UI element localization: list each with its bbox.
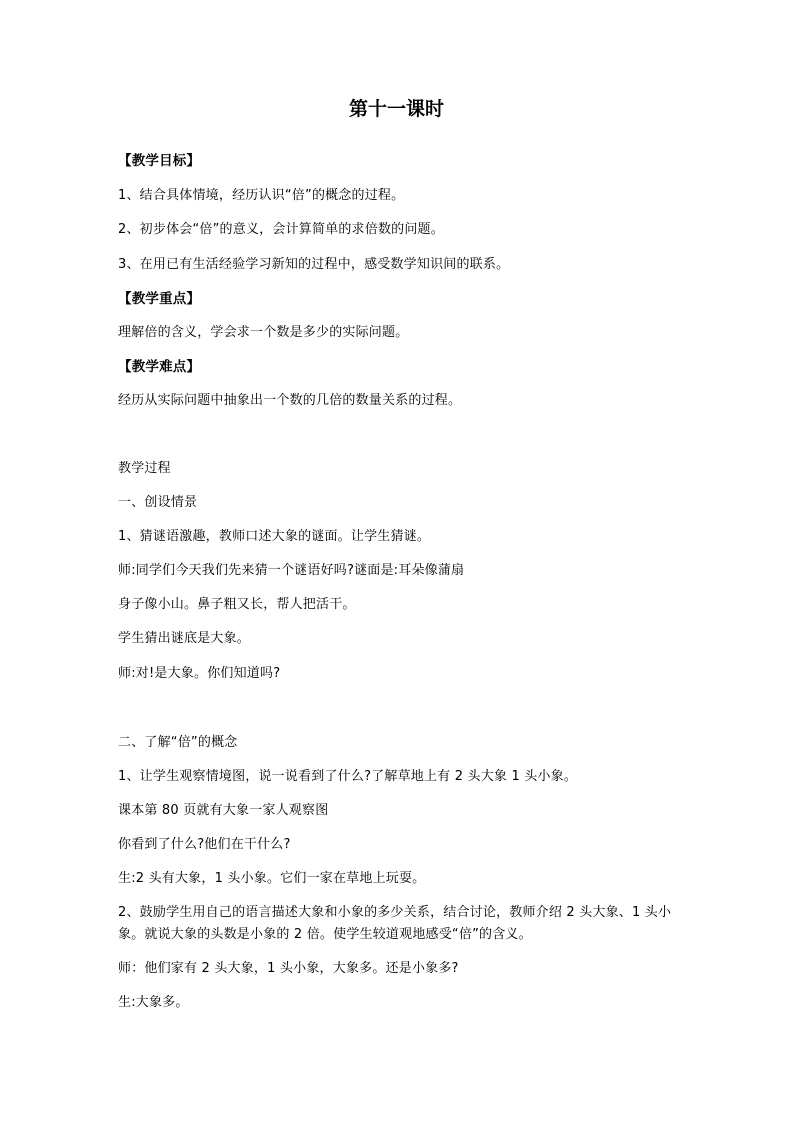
paragraph: 师:对!是大象。你们知道吗? — [118, 666, 281, 681]
goal-item: 1、结合具体情境，经历认识“倍”的概念的过程。 — [118, 188, 405, 203]
paragraph: 2、鼓励学生用自己的语言描述大象和小象的多少关系，结合讨论，教师介绍 2 头大象、1 头小象。就说大象的头数是小象的 2 倍。使学生较道观地感受“倍”的含义。 — [118, 905, 672, 942]
paragraph: 1、猜谜语激趣，教师口述大象的谜面。让学生猜谜。 — [118, 529, 431, 544]
paragraph: 身子像小山。鼻子粗又长，帮人把活干。 — [118, 597, 356, 612]
paragraph: 学生猜出谜底是大象。 — [118, 631, 251, 646]
part1-heading: 一、创设情景 — [118, 495, 198, 510]
goals-heading: 【教学目标】 — [118, 153, 201, 169]
paragraph: 生:2 头有大象，1 头小象。它们一家在草地上玩耍。 — [118, 871, 426, 886]
paragraph: 师:同学们今天我们先来猜一个谜语好吗?谜面是:耳朵像蒲扇 — [118, 563, 465, 578]
difficulties-text: 经历从实际问题中抽象出一个数的几倍的数量关系的过程。 — [118, 393, 462, 408]
paragraph: 1、让学生观察情境图，说一说看到了什么?了解草地上有 2 头大象 1 头小象。 — [118, 769, 578, 784]
paragraph: 课本第 80 页就有大象一家人观察图 — [118, 803, 329, 818]
goal-item: 2、初步体会“倍”的意义，会计算简单的求倍数的问题。 — [118, 222, 444, 237]
key-points-heading: 【教学重点】 — [118, 291, 201, 307]
difficulties-heading: 【教学难点】 — [118, 359, 201, 375]
paragraph: 你看到了什么?他们在干什么? — [118, 837, 291, 852]
paragraph: 生:大象多。 — [118, 995, 189, 1010]
page-title: 第十一课时 — [348, 98, 444, 120]
part2-heading: 二、了解“倍”的概念 — [118, 735, 238, 750]
goal-item: 3、在用已有生活经验学习新知的过程中，感受数学知识间的联系。 — [118, 257, 510, 272]
paragraph: 师：他们家有 2 头大象，1 头小象，大象多。还是小象多? — [118, 961, 459, 976]
process-heading: 教学过程 — [118, 461, 171, 476]
key-points-text: 理解倍的含义，学会求一个数是多少的实际问题。 — [118, 325, 409, 340]
